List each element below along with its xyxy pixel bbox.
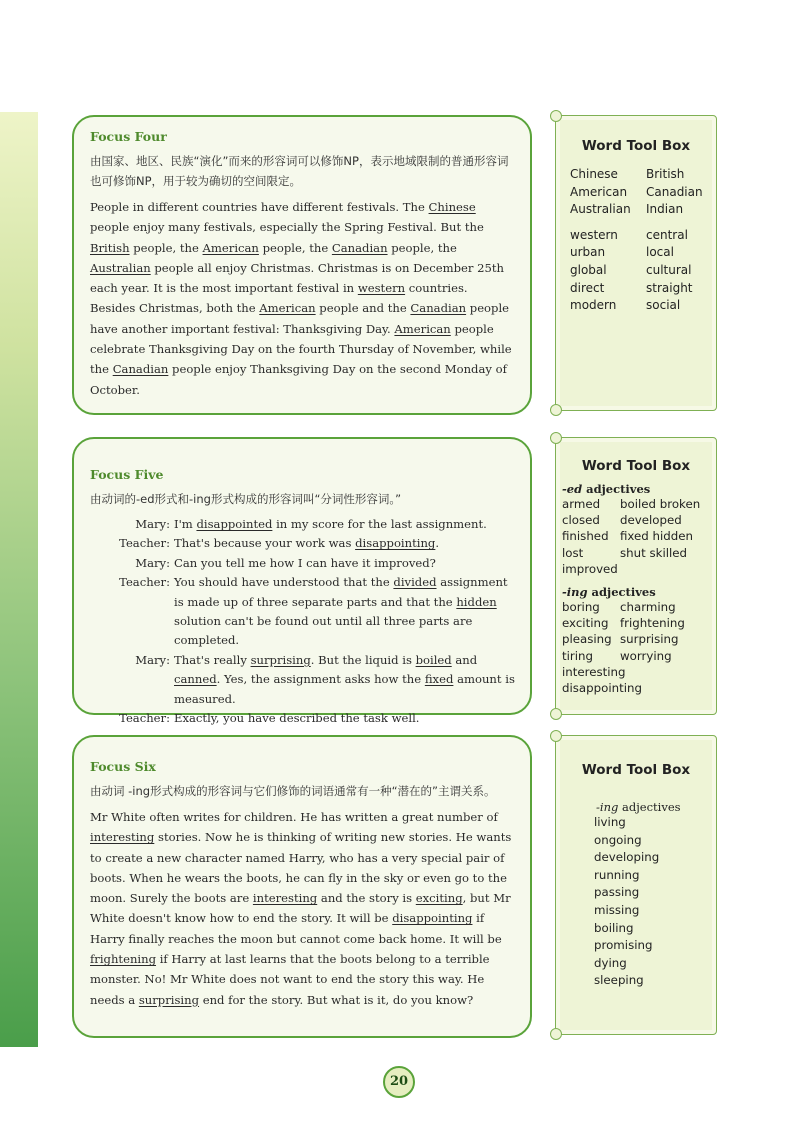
text-run: people, the (387, 240, 457, 255)
ed-adjective-list (556, 496, 716, 577)
text-run: people and the (315, 301, 411, 316)
focus-four-title: Focus Four (90, 129, 167, 144)
word-item: Australian (570, 202, 631, 217)
dialog-speaker: Mary: (135, 555, 170, 570)
word-item: exciting (562, 616, 609, 631)
focus-six-box (72, 735, 532, 1038)
nationality-word-list (556, 166, 716, 219)
text-run: stories. Now he is thinking of writing new stories. He wants to create a new character named Harry, who has a very special pair of boots. When he wears the boots, he can fly in the sky or even go to the moon. Surely the boots are (90, 830, 512, 906)
word-item: armed (562, 497, 601, 511)
underlined-word: exciting (415, 891, 463, 906)
word-item: closed (562, 513, 600, 528)
ing-adjectives-heading: -ing adjectives (596, 800, 681, 814)
text-run: people, the (129, 240, 203, 255)
underlined-word: Canadian (112, 362, 169, 377)
focus-six-paragraph (90, 807, 516, 1010)
text-run: People in different countries have different festivals. The (90, 200, 429, 214)
word-tool-box-title: Word Tool Box (581, 762, 691, 778)
word-item: dying (594, 955, 627, 970)
text-run: and the story is (317, 891, 416, 906)
word-item: disappointing (562, 681, 642, 696)
word-item: Chinese (570, 167, 618, 181)
underlined-word: frightening (90, 952, 157, 967)
underlined-word: Canadian (331, 240, 388, 255)
underlined-word: fixed (424, 672, 454, 687)
word-item: pleasing (562, 632, 612, 647)
underlined-word: surprising (250, 652, 311, 667)
word-item: interesting (562, 664, 626, 679)
word-item: surprising (620, 632, 679, 647)
underlined-word: hidden (456, 594, 497, 609)
ed-adjectives-heading: -ed adjectives (562, 482, 651, 496)
word-item: straight (646, 280, 693, 295)
word-item (620, 664, 708, 680)
underlined-word: Chinese (428, 200, 476, 214)
spatial-word-list (556, 227, 716, 315)
word-item: lost (562, 545, 584, 560)
word-item: boiling (594, 920, 634, 935)
text-run: people, the (258, 240, 332, 255)
text-run: , but Mr White doesn't know how to end the story. It will be (90, 891, 511, 926)
focus-five-title: Focus Five (90, 467, 164, 482)
word-item: urban (570, 245, 606, 260)
text-run: Exactly, you have described the task well. (174, 711, 420, 726)
underlined-word: Canadian (410, 301, 467, 316)
text-run: and (451, 652, 478, 667)
word-item: missing (594, 902, 640, 917)
word-tool-box-five (555, 437, 717, 715)
focus-six-note: 由动词 -ing形式构成的形容词与它们修饰的词语通常有一种“潜在的”主谓关系。 (90, 784, 496, 798)
word-item: charming (620, 600, 676, 615)
dialog-text (174, 554, 516, 573)
dialog-speaker: Teacher: (119, 575, 170, 590)
text-run: assignment is made up of three separate parts and that the (174, 575, 508, 609)
focus-four-box (72, 115, 532, 415)
word-item: frightening (620, 616, 685, 631)
page-number: 20 (383, 1066, 415, 1098)
word-item: passing (594, 885, 640, 900)
underlined-word: disappointing (355, 536, 436, 551)
text-run: end for the story. But what is it, do you know? (199, 992, 474, 1007)
focus-four-paragraph (90, 197, 516, 400)
underlined-word: disappointed (196, 517, 273, 531)
text-run: people all enjoy Christmas. Christmas is on December 25th each year. It is the most important festival in (90, 260, 505, 296)
word-item: improved (562, 561, 618, 576)
underlined-word: western (357, 281, 406, 296)
ing-adjectives-heading: -ing adjectives (562, 585, 656, 600)
dialog-line (90, 573, 516, 651)
text-run: That's because your work was (174, 536, 356, 551)
text-run: You should have understood that the (174, 575, 394, 590)
word-item: shut skilled (620, 545, 688, 560)
focus-five-box (72, 437, 532, 726)
word-item: American (570, 184, 628, 199)
underlined-word: American (394, 321, 451, 336)
underlined-word: American (202, 240, 259, 255)
word-item: developing (594, 850, 660, 865)
text-run: people celebrate Thanksgiving Day on the fourth Thursday of November, while the (90, 321, 512, 377)
underlined-word: divided (393, 575, 437, 590)
word-item: western (570, 227, 618, 242)
dialog-speaker: Mary: (135, 517, 170, 531)
word-item: global (570, 262, 607, 277)
text-run: countries. Besides Christmas, both the (90, 281, 468, 316)
underlined-word: American (259, 301, 316, 316)
dialog-text (174, 515, 516, 534)
word-item: boring (562, 600, 600, 615)
word-item: tiring (562, 648, 593, 663)
word-item: worrying (620, 648, 672, 663)
text-run: in my score for the last assignment. (272, 517, 487, 531)
word-item: promising (594, 938, 653, 953)
underlined-word: canned (174, 672, 217, 687)
underlined-word: disappointing (392, 911, 473, 926)
word-item (620, 680, 708, 696)
focus-six-title: Focus Six (90, 759, 156, 774)
word-item: fixed hidden (620, 529, 694, 544)
word-item: ongoing (594, 832, 642, 847)
dialog-line (90, 651, 516, 709)
underlined-word: interesting (90, 830, 155, 845)
word-item: modern (570, 298, 617, 313)
word-item: developed (620, 513, 682, 528)
dialog-text (174, 573, 516, 651)
word-item: sleeping (594, 973, 644, 988)
underlined-word: Australian (90, 260, 151, 275)
ing-adjective-list (556, 599, 716, 696)
underlined-word: interesting (252, 891, 318, 906)
word-tool-box-title: Word Tool Box (581, 138, 691, 154)
dialog-text (174, 651, 516, 709)
word-item: cultural (646, 262, 692, 277)
word-tool-box-four (555, 115, 717, 411)
text-run: if Harry at last learns that the boots belong to a terrible monster. No! Mr White does not want to end the story this way. He needs a (90, 952, 490, 1007)
text-run: . Yes, the assignment asks how the (216, 672, 425, 687)
dialog-speaker: Mary: (135, 652, 170, 667)
text-run: solution can't be found out until all three parts are completed. (174, 614, 473, 648)
dialog-line (90, 515, 516, 534)
focus-five-note: 由动词的-ed形式和-ing形式构成的形容词叫“分词性形容词。” (90, 492, 402, 506)
word-item: direct (570, 280, 605, 295)
green-sidebar-stripe (0, 112, 38, 1047)
text-run: amount is measured. (174, 672, 515, 706)
dialog-line (90, 554, 516, 573)
word-tool-box-title: Word Tool Box (581, 458, 691, 474)
text-run: if Harry finally reaches the moon but cannot come back home. It will be (90, 911, 502, 946)
word-item: finished (562, 529, 609, 544)
underlined-word: boiled (415, 652, 452, 667)
word-item: social (646, 298, 681, 313)
dialog-text (174, 534, 516, 553)
word-item: running (594, 867, 640, 882)
word-item: boiled broken (620, 497, 701, 511)
word-item (620, 561, 708, 577)
text-run: I'm (174, 517, 197, 531)
text-run: people have another important festival: Thanksgiving Day. (90, 301, 510, 336)
word-item: living (594, 815, 626, 829)
focus-four-note: 由国家、地区、民族“演化”而来的形容词可以修饰NP，表示地域限制的普通形容词也可修饰NP，用于较为确切的空间限定。 (90, 154, 509, 188)
text-run: Can you tell me how I can have it improved? (174, 555, 436, 570)
word-item: British (646, 167, 685, 181)
underlined-word: British (90, 240, 130, 255)
dialog-speaker: Teacher: (119, 536, 170, 551)
word-item: Indian (646, 202, 684, 217)
word-item: Canadian (646, 184, 703, 199)
dialog-line (90, 534, 516, 553)
dialog-speaker: Teacher: (119, 711, 170, 726)
word-item: local (646, 245, 674, 260)
word-tool-box-six (555, 735, 717, 1035)
ing-adjective-list (556, 814, 716, 990)
text-run: That's really (174, 652, 251, 667)
dialog-line (90, 709, 516, 728)
dialog (90, 515, 516, 728)
dialog-text (174, 709, 516, 728)
underlined-word: surprising (138, 992, 200, 1007)
text-run: . But the liquid is (310, 652, 416, 667)
word-item: central (646, 227, 688, 242)
text-run: . (435, 536, 440, 551)
text-run: people enjoy Thanksgiving Day on the second Monday of October. (90, 362, 507, 397)
text-run: people enjoy many festivals, especially the Spring Festival. But the (90, 220, 484, 235)
text-run: Mr White often writes for children. He has written a great number of (90, 810, 498, 824)
